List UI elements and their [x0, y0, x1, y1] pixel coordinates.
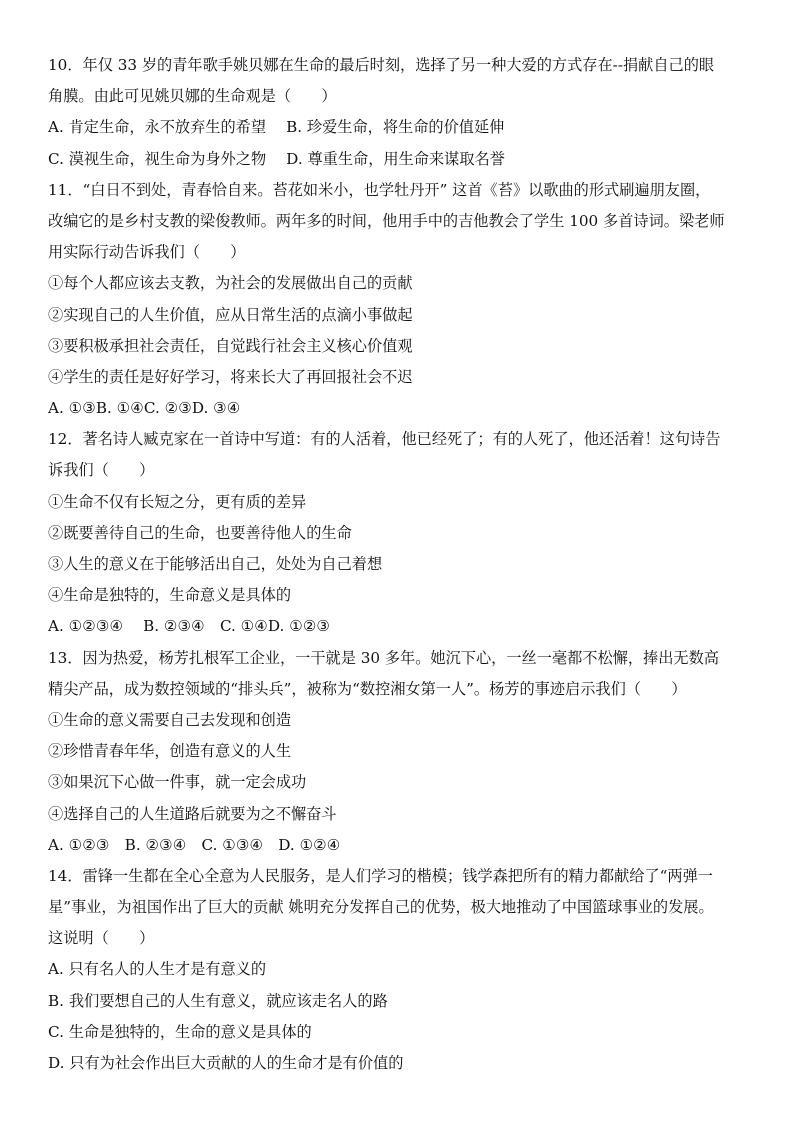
statement-item: ①生命不仅有长短之分，更有质的差异	[48, 492, 307, 511]
question-stem-line: 精尖产品，成为数控领域的“排头兵”，被称为“数控湘女第一人”。杨芳的事迹启示我们（ ）	[48, 679, 687, 698]
answer-option[interactable]: B. 我们要想自己的人生有意义，就应该走名人的路	[48, 991, 388, 1010]
question-12	[48, 424, 750, 642]
question-stem-line: 10．年仅 33 岁的青年歌手姚贝娜在生命的最后时刻，选择了另一种大爱的方式存在--捐献自己的眼	[48, 56, 715, 74]
question-stem-line: 14．雷锋一生都在全心全意为人民服务，是人们学习的楷模；钱学森把所有的精力都献给了“两弹一	[48, 866, 713, 885]
statement-item: ④学生的责任是好好学习，将来长大了再回报社会不迟	[48, 367, 413, 386]
question-stem-line: 13．因为热爱，杨芳扎根军工企业，一干就是 30 多年。她沉下心，一丝一毫都不松懈，捧出无数高	[48, 648, 719, 667]
question-stem-line: 用实际行动告诉我们（ ）	[48, 243, 246, 262]
question-11	[48, 175, 750, 425]
answer-options-row[interactable]: A. ①②③ B. ②③④ C. ①③④ D. ①②④	[48, 835, 341, 854]
question-stem-line: 星”事业，为祖国作出了巨大的贡献 姚明充分发挥自己的优势，极大地推动了中国篮球事业的发展。	[48, 898, 714, 917]
answer-option[interactable]: C. 漠视生命，视生命为身外之物 D. 尊重生命，用生命来谋取名誉	[48, 149, 505, 168]
statement-item: ②实现自己的人生价值，应从日常生活的点滴小事做起	[48, 305, 413, 324]
answer-option[interactable]: C. 生命是独特的，生命的意义是具体的	[48, 1022, 312, 1041]
answer-options-row[interactable]: A. ①③B. ①④C. ②③D. ③④	[48, 399, 241, 418]
statement-item: ③要积极承担社会责任，自觉践行社会主义核心价值观	[48, 336, 413, 355]
answer-option[interactable]: D. 只有为社会作出巨大贡献的人的生命才是有价值的	[48, 1054, 404, 1072]
statement-item: ②珍惜青春年华，创造有意义的人生	[48, 742, 291, 761]
statement-item: ②既要善待自己的生命，也要善待他人的生命	[48, 523, 352, 542]
answer-option[interactable]: A. 肯定生命，永不放弃生的希望 B. 珍爱生命，将生命的价值延伸	[48, 118, 505, 137]
question-10	[48, 50, 750, 175]
statement-item: ③人生的意义在于能够活出自己，处处为自己着想	[48, 555, 383, 573]
question-stem-line: 12．著名诗人臧克家在一首诗中写道：有的人活着，他已经死了；有的人死了，他还活着！这句诗告	[48, 430, 721, 449]
answer-options-row[interactable]: A. ①②③④ B. ②③④ C. ①④D. ①②③	[48, 617, 331, 636]
question-stem-line: 诉我们（ ）	[48, 461, 155, 480]
answer-option[interactable]: A. 只有名人的人生才是有意义的	[48, 960, 267, 979]
statement-item: ③如果沉下心做一件事，就一定会成功	[48, 773, 307, 792]
question-stem-line: 角膜。由此可见姚贝娜的生命观是（ ）	[48, 87, 337, 106]
question-stem-line: 11．“白日不到处，青春恰自来。苔花如米小，也学牡丹开” 这首《苔》以歌曲的形式刷遍朋友圈，	[48, 180, 711, 199]
question-13	[48, 643, 750, 861]
statement-item: ④选择自己的人生道路后就要为之不懈奋斗	[48, 804, 337, 823]
question-stem-line: 这说明（ ）	[48, 929, 155, 948]
statement-item: ④生命是独特的，生命意义是具体的	[48, 586, 291, 605]
statement-item: ①生命的意义需要自己去发现和创造	[48, 710, 291, 729]
statement-item: ①每个人都应该去支教，为社会的发展做出自己的贡献	[48, 274, 413, 293]
question-14	[48, 861, 750, 1079]
question-stem-line: 改编它的是乡村支教的梁俊教师。两年多的时间，他用手中的吉他教会了学生 100 多首诗词。梁老师	[48, 211, 725, 230]
